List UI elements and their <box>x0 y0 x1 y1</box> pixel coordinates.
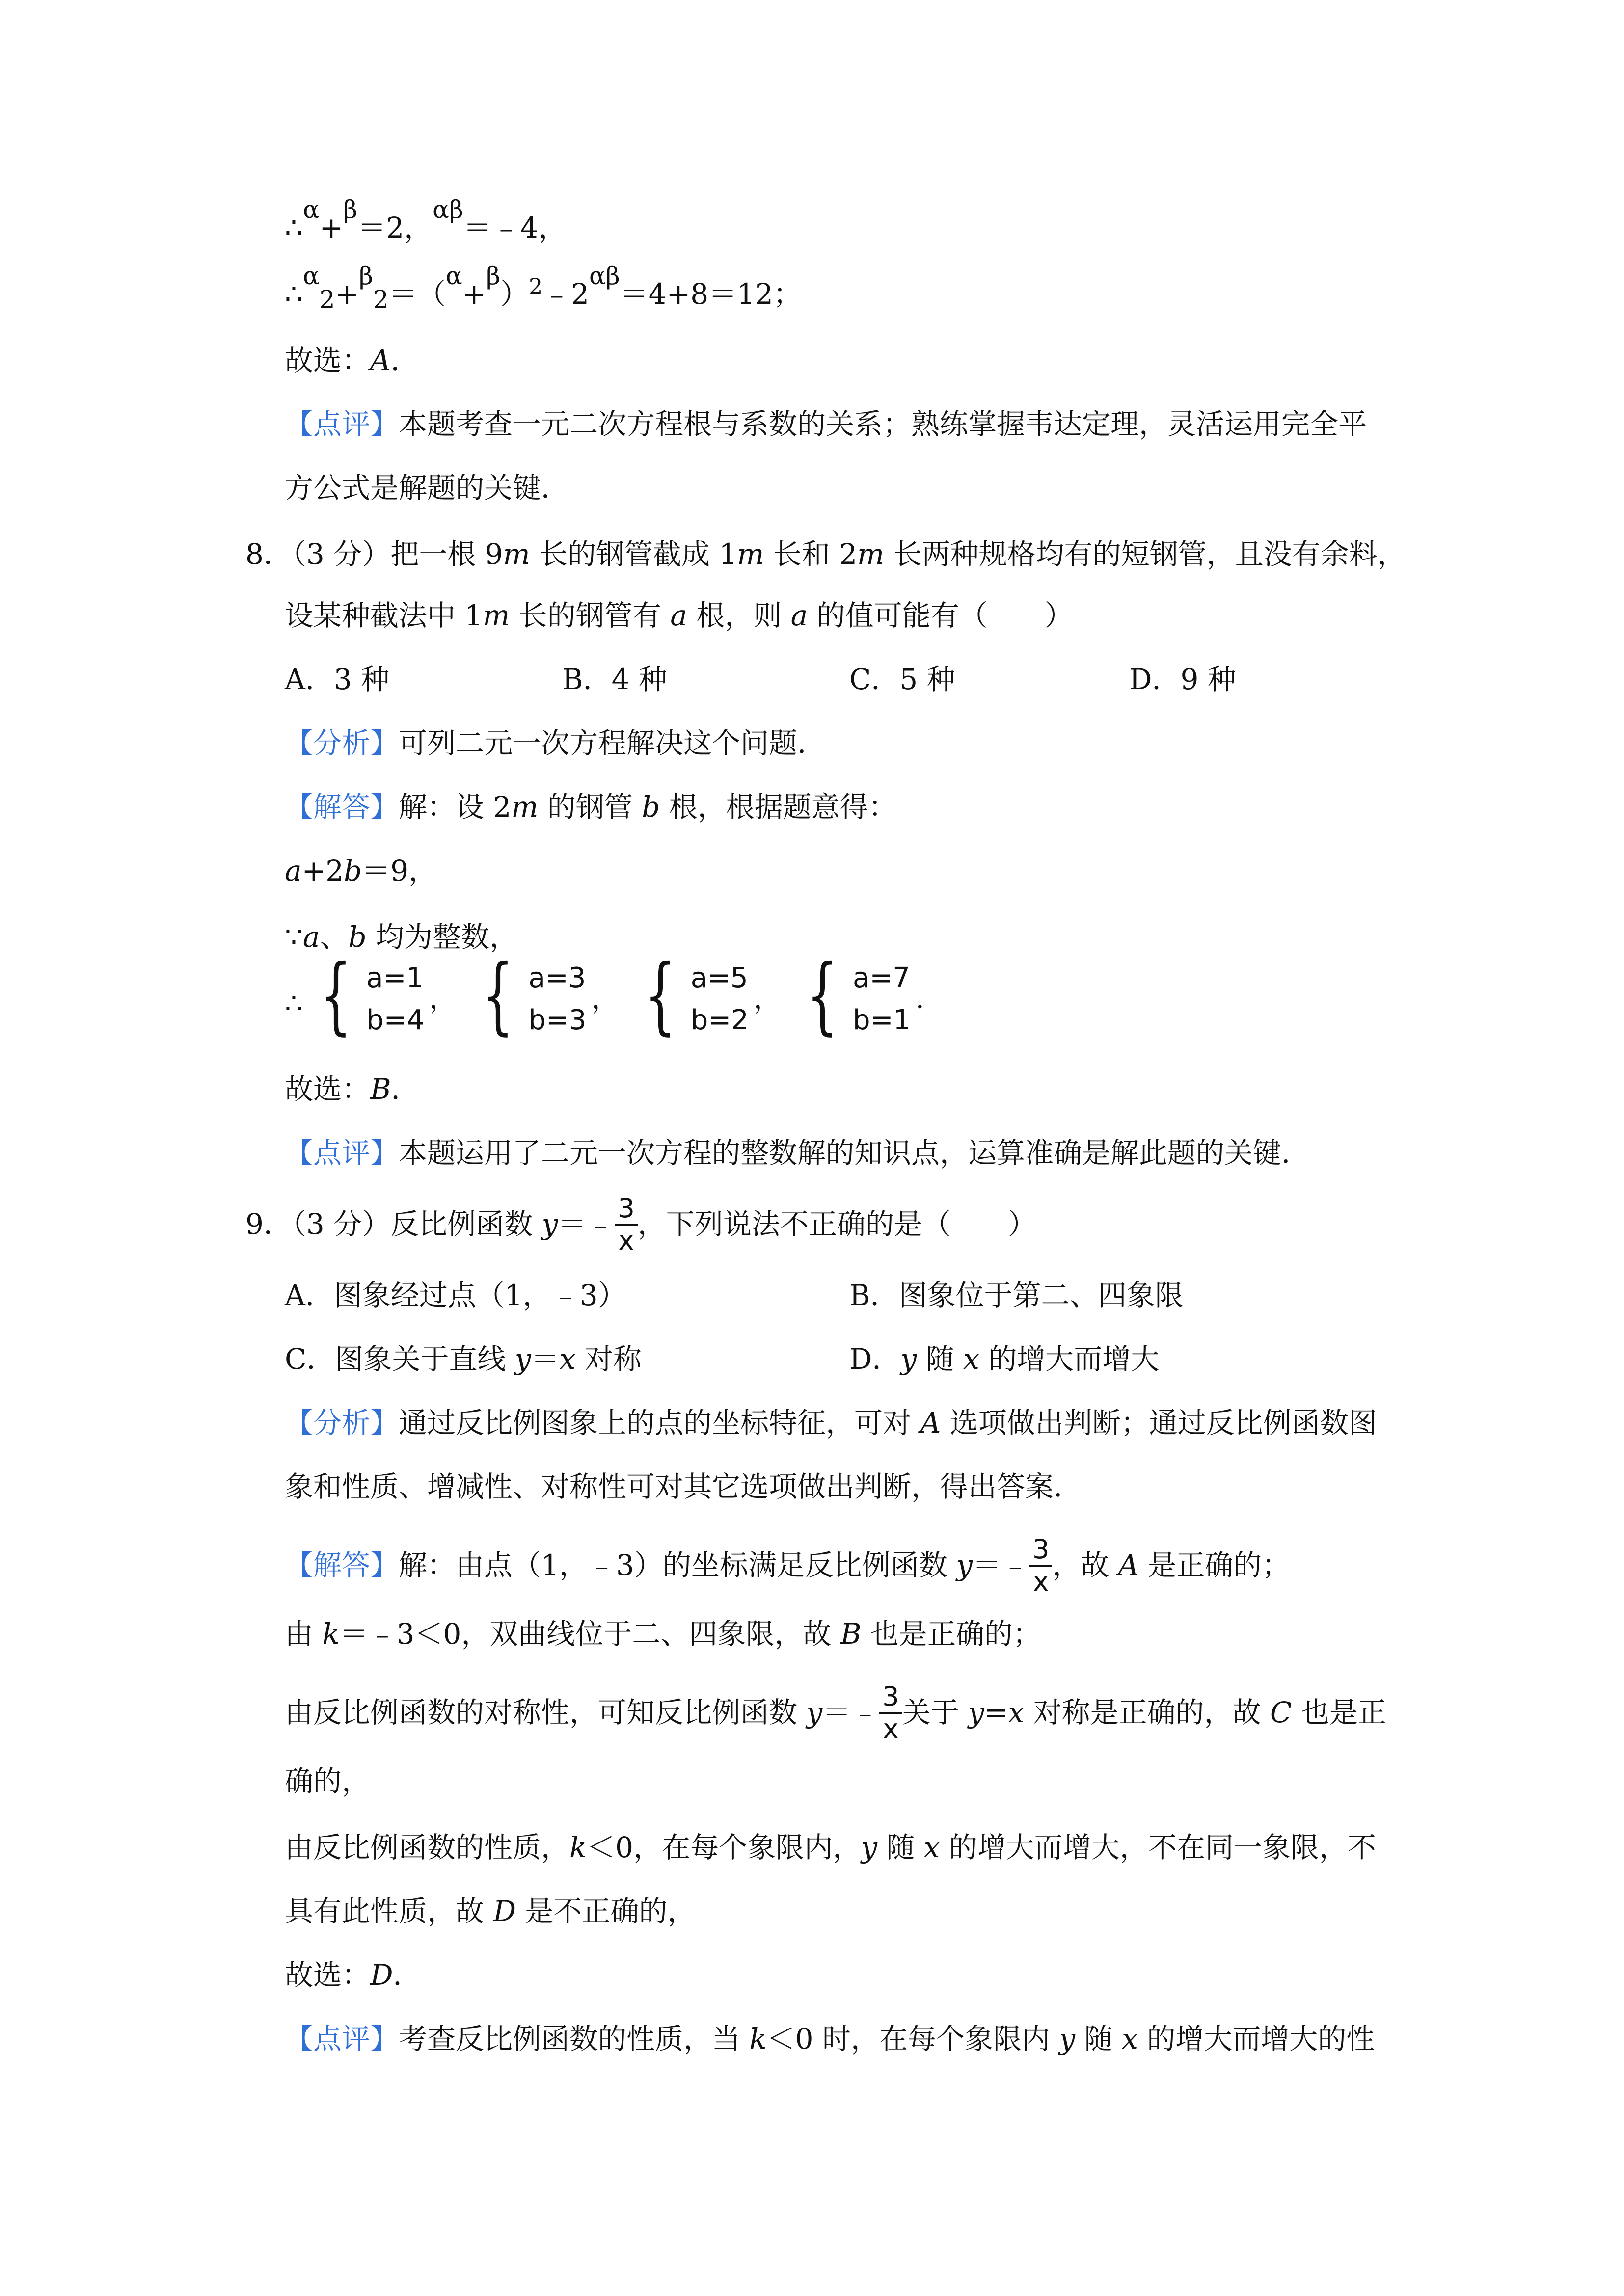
q9-solution-line1: 【解答】解：由点（1，﹣3）的坐标满足反比例函数 y＝﹣ $\frac{3}{x}$ ，故 A 是正确的； <box>285 1534 1291 1597</box>
q8-stem-line2: 设某种截法中 1m 长的钢管有 a 根，则 a 的值可能有（ ） <box>285 599 1073 632</box>
q8-solution-line1: 【解答】解：设 2m 的钢管 b 根，根据题意得： <box>285 790 897 824</box>
q8-integer-condition: ∵a、b 均为整数， <box>285 920 518 954</box>
formula-sum-product: ∴α+β＝2，αβ＝﹣4， <box>285 195 567 244</box>
q9-option-d: D．y 随 x 的增大而增大 <box>849 1342 1160 1376</box>
fraction: $\frac{3}{x}$ <box>879 1682 902 1744</box>
q8-stem-line1: 8．（3 分）把一根 9m 长的钢管截成 1m 长和 2m 长两种规格均有的短钢管，且没有余料， <box>245 537 1406 571</box>
q8-comment: 【点评】本题运用了二元一次方程的整数解的知识点，运算准确是解此题的关键． <box>285 1136 1310 1170</box>
q8-option-a: A．3 种 <box>285 663 390 696</box>
analysis-tag: 【分析】 <box>285 1406 399 1440</box>
q9-choice: 故选：D． <box>285 1958 422 1992</box>
q9-solution-line2: 由 k＝﹣3＜0，双曲线位于二、四象限，故 B 也是正确的； <box>285 1617 1041 1651</box>
fraction: $\frac{3}{x}$ <box>615 1193 637 1256</box>
q9-analysis-line2: 象和性质、增减性、对称性可对其它选项做出判断，得出答案． <box>285 1470 1083 1503</box>
comment-tag: 【点评】 <box>285 2022 399 2056</box>
q9-solution-line5: 由反比例函数的性质，k＜0，在每个象限内，y 随 x 的增大而增大，不在同一象限，不 <box>285 1831 1376 1864</box>
q8-option-d: D．9 种 <box>1129 663 1236 696</box>
q8-analysis: 【分析】可列二元一次方程解决这个问题． <box>285 726 826 760</box>
analysis-tag: 【分析】 <box>285 726 399 760</box>
comment-tag: 【点评】 <box>285 407 399 441</box>
q8-option-b: B．4 种 <box>562 663 667 696</box>
q9-option-b: B．图象位于第二、四象限 <box>849 1279 1184 1312</box>
q9-option-c: C．图象关于直线 y＝x 对称 <box>285 1342 642 1376</box>
fraction: $\frac{3}{x}$ <box>1029 1534 1052 1597</box>
q9-solution-line6: 具有此性质，故 D 是不正确的， <box>285 1895 696 1928</box>
q9-solution-line3: 由反比例函数的对称性，可知反比例函数 y＝﹣ $\frac{3}{x}$ 关于 y=x 对称是正确的，故 C 也是正 <box>285 1681 1386 1744</box>
q8-solution-systems: { a=1 b=4 ， { a=3 b=3 ， { a=5 b=2 ， { a=7 b=1 ． <box>320 947 944 1044</box>
prev-comment-line1: 【点评】本题考查一元二次方程根与系数的关系；熟练掌握韦达定理，灵活运用完全平 <box>285 407 1367 441</box>
q9-analysis-line1: 【分析】通过反比例图象上的点的坐标特征，可对 A 选项做出判断；通过反比例函数图 <box>285 1406 1377 1440</box>
solution-tag: 【解答】 <box>285 1548 399 1582</box>
q9-option-a: A．图象经过点（1，﹣3） <box>285 1279 626 1312</box>
comment-tag: 【点评】 <box>285 1136 399 1170</box>
q8-option-c: C．5 种 <box>849 663 955 696</box>
q8-equation: a+2b＝9， <box>285 854 437 887</box>
q9-stem: 9．（3 分）反比例函数 y＝﹣ $\frac{3}{x}$ ，下列说法不正确的是（ ） <box>245 1193 1036 1256</box>
formula-square-sum: $\therefore\alpha 2+\beta 2=(\alpha+\beta)^2﹣2\alpha\beta=4+8=12$； <box>285 262 802 314</box>
prev-choice: 故选：A． <box>285 344 419 377</box>
q8-choice: 故选：B． <box>285 1072 420 1106</box>
prev-comment-line2: 方公式是解题的关键． <box>285 471 570 505</box>
q8-therefore: ∴ <box>285 987 303 1020</box>
q9-solution-line4: 确的， <box>285 1764 371 1798</box>
q9-comment: 【点评】考查反比例函数的性质，当 k＜0 时，在每个象限内 y 随 x 的增大而增大的性 <box>285 2022 1375 2056</box>
solution-tag: 【解答】 <box>285 790 399 824</box>
